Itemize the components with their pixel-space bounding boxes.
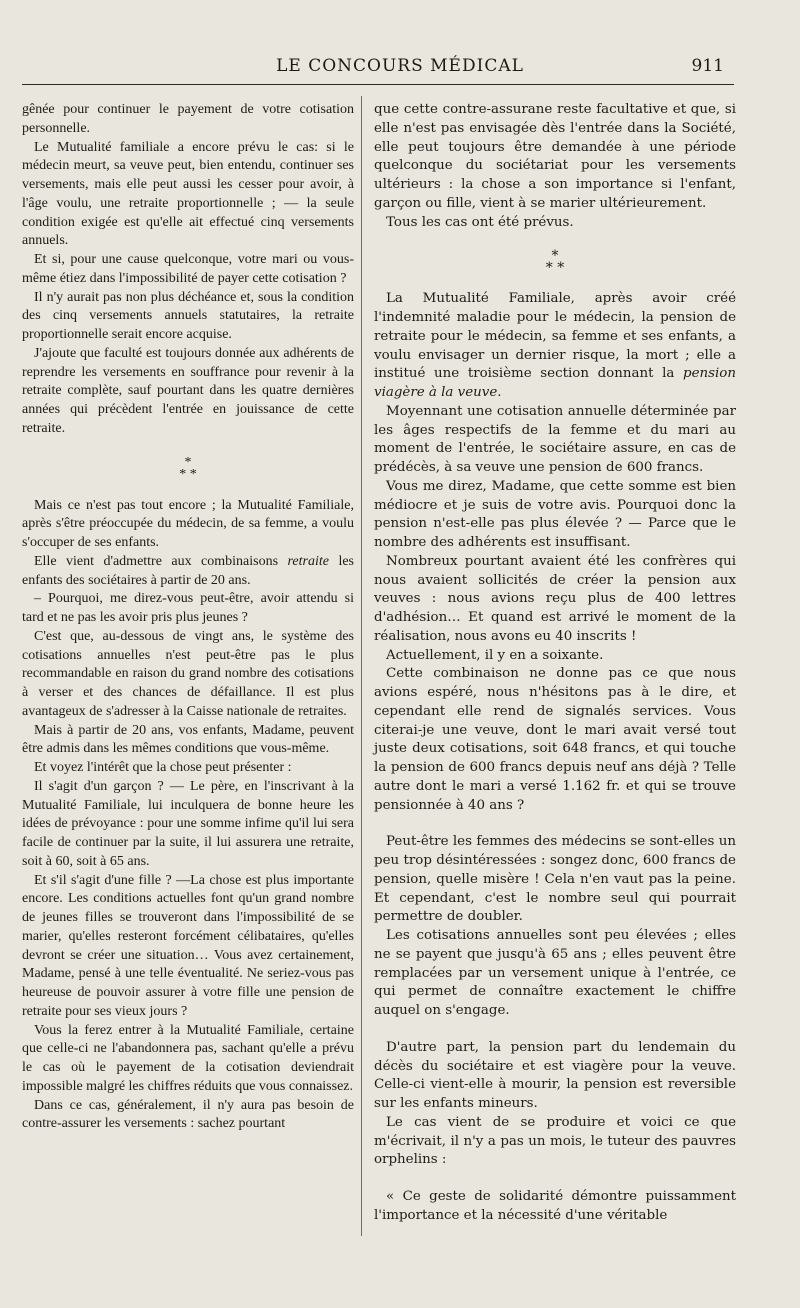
paragraph: D'autre part, la pension part du lendemain du décès du sociétaire et est viagère pour la veuve. Celle-ci vient-elle à mourir, la pension est reversible sur les enfants mineurs. xyxy=(374,1039,736,1111)
paragraph: Nombreux pourtant avaient été les confrères qui nous avaient sollicités de créer la pension aux veuves : nous avions reçu plus de 400 lettres d'adhésion… Et quand est arrivé le moment de la réalisation, nous avons eu 40 inscrits ! xyxy=(374,553,736,644)
paragraph: Le Mutualité familiale a encore prévu le cas: si le médecin meurt, sa veuve peut, bien entendu, continuer ses versements, mais elle peut aussi les cesser pour avoir, à l'âge voulu, une retraite proportionnelle ; — la seule condition exigée est qu'elle ait effectué cinq versements annuels. xyxy=(22,139,354,249)
paragraph: C'est que, au-dessous de vingt ans, le système des cotisations annuelles n'est peut-être pas le plus recommandable en raison du grand nombre des cotisations à verser et des chances de défaillance. Il est plus avantageux de s'adresser à la Caisse nationale de retraites. xyxy=(22,628,354,719)
paragraph-text: La Mutualité Familiale, après avoir créé l'indemnité maladie pour le médecin, la pension de retraite pour le médecin, sa femme et ses enfants, a voulu envisager un dernier risque, la mort ; elle a institué une troisième section donnant la xyxy=(374,291,736,382)
paragraph: Et s'il s'agit d'une fille ? —La chose est plus importante encore. Les conditions actuelles font qu'un grand nombre de jeunes filles se trouveront dans l'impossibilité de se marier, qu'elles resteront forcément célibataires, qu'elles devront se créer une situation… Vous avez certainement, Madame, pensé à une telle éventualité. Ne seriez-vous pas heureuse de pouvoir assurer à votre fille une pension de retraite pour ses vieux jours ? xyxy=(22,872,354,1019)
left-column xyxy=(22,101,354,1134)
header-rule xyxy=(22,84,734,85)
paragraph: Il n'y aurait pas non plus déchéance et, sous la condition des cinq versements annuels statutaires, la retraite proportionnelle serait encore acquise. xyxy=(22,289,354,342)
paragraph xyxy=(374,290,736,403)
quoted-paragraph: « Ce geste de solidarité démontre puissamment l'importance et la nécessité d'une véritable xyxy=(374,1189,736,1223)
paragraph-text: Elle vient d'admettre aux combinaisons xyxy=(34,553,279,569)
paragraph: Mais ce n'est pas tout encore ; la Mutualité Familiale, après s'être préoccupée du médecin, de sa femme, a voulu s'occuper de ses enfants. xyxy=(22,497,354,550)
paragraph: Tous les cas ont été prévus. xyxy=(386,214,574,230)
page-header xyxy=(0,56,800,86)
paragraph: Peut-être les femmes des médecins se sont-elles un peu trop désintéressées : songez donc, 600 francs de pension, quelle misère ! Cela n'en vaut pas la peine. Et cependant, c'est le nombre seul qui pourrait permettre de doubler. xyxy=(374,834,736,925)
paragraph: – Pourquoi, me direz-vous peut-être, avoir attendu si tard et ne pas les avoir pris plus jeunes ? xyxy=(22,591,354,625)
section-separator xyxy=(374,248,736,277)
paragraph: Il s'agit d'un garçon ? — Le père, en l'inscrivant à la Mutualité Familiale, lui inculquera de bonne heure les idées de prévoyance : pour une somme infime qu'il lui sera facile de continuer par la suite, il lui assurera une retraite, soit à 60, soit à 65 ans. xyxy=(22,778,354,869)
separator-star: * xyxy=(184,454,192,470)
paragraph: Les cotisations annuelles sont peu élevées ; elles ne se payent que jusqu'à 65 ans ; elles peuvent être remplacées par un versement unique à l'entrée, ce qui permet de connaître exactement le chiffre auquel on s'engage. xyxy=(374,928,736,1018)
right-column xyxy=(374,101,736,1226)
paragraph: J'ajoute que faculté est toujours donnée aux adhérents de reprendre les versements en souffrance pour revenir à la retraite complète, sauf pourtant dans les quatre dernières années qui précèdent l'entrée en jouissance de cette retraite. xyxy=(22,345,354,436)
paragraph xyxy=(22,553,354,591)
paragraph: Le cas vient de se produire et voici ce que m'écrivait, il n'y a pas un mois, le tuteur des pauvres orphelins : xyxy=(374,1114,736,1168)
paragraph: Dans ce cas, généralement, il n'y aura pas besoin de contre-assurer les versements : sachez pourtant xyxy=(22,1097,354,1132)
paragraph: Mais à partir de 20 ans, vos enfants, Madame, peuvent être admis dans les mêmes conditions que vous-même. xyxy=(22,722,354,757)
paragraph: Moyennant une cotisation annuelle déterminée par les âges respectifs de la femme et du mari au moment de l'entrée, le sociétaire assure, en cas de prédécès, à sa veuve une pension de 600 francs. xyxy=(374,403,736,475)
paragraph: gênée pour continuer le payement de votre cotisation personnelle. xyxy=(22,102,354,136)
separator-stars: * * xyxy=(545,260,565,277)
paragraph: Actuellement, il y en a soixante. xyxy=(386,647,604,663)
paragraph: que cette contre-assurane reste facultative et que, si elle n'est pas envisagée dès l'entrée dans la Société, elle peut toujours être demandée à une période quelconque du sociétariat pour les versements ultérieurs : la chose a son importance si l'enfant, garçon ou fille, vient à se marier ultérieurement. xyxy=(374,102,736,211)
paragraph-text: les enfants des sociétaires à partir de 20 ans. xyxy=(22,553,354,588)
separator-stars: * * xyxy=(179,466,197,482)
paragraph: Cette combinaison ne donne pas ce que nous avions espéré, nous n'hésitons pas à le dire, et cependant elle rend de signalés services. Vous citerai-je une veuve, dont le mari avait versé tout juste deux cotisations, soit 648 francs, et qui touche la pension de 600 francs depuis neuf ans déjà ? Telle autre dont le mari a versé 1.162 fr. et qui se trouve pensionnée à 40 ans ? xyxy=(374,666,736,813)
paragraph: Vous la ferez entrer à la Mutualité Familiale, certaine que celle-ci ne l'abandonnera pas, sachant qu'elle a prévu le cas où le payement de la cotisation deviendrait impossible malgré les chiffres réduits que vous connaissez. xyxy=(22,1022,354,1094)
section-separator xyxy=(22,454,354,482)
paragraph-gap xyxy=(374,1170,736,1188)
running-title: LE CONCOURS MÉDICAL xyxy=(276,56,524,76)
page-number: 911 xyxy=(691,56,724,76)
italic-term: pension viagère à la veuve. xyxy=(374,366,736,400)
paragraph-gap xyxy=(374,815,736,833)
separator-star: * xyxy=(551,248,559,265)
paragraph: Et si, pour une cause quelconque, votre mari ou vous-même étiez dans l'impossibilité de payer cette cotisation ? xyxy=(22,252,354,286)
italic-term: retraite xyxy=(287,553,329,569)
paragraph-gap xyxy=(374,1021,736,1039)
column-divider xyxy=(361,96,362,1236)
paragraph: Et voyez l'intérêt que la chose peut présenter : xyxy=(34,760,292,775)
paragraph: Vous me direz, Madame, que cette somme est bien médiocre et je suis de votre avis. Pourquoi donc la pension n'est-elle pas plus élevée ? — Parce que le nombre des adhérents est insuffisant. xyxy=(374,478,736,550)
